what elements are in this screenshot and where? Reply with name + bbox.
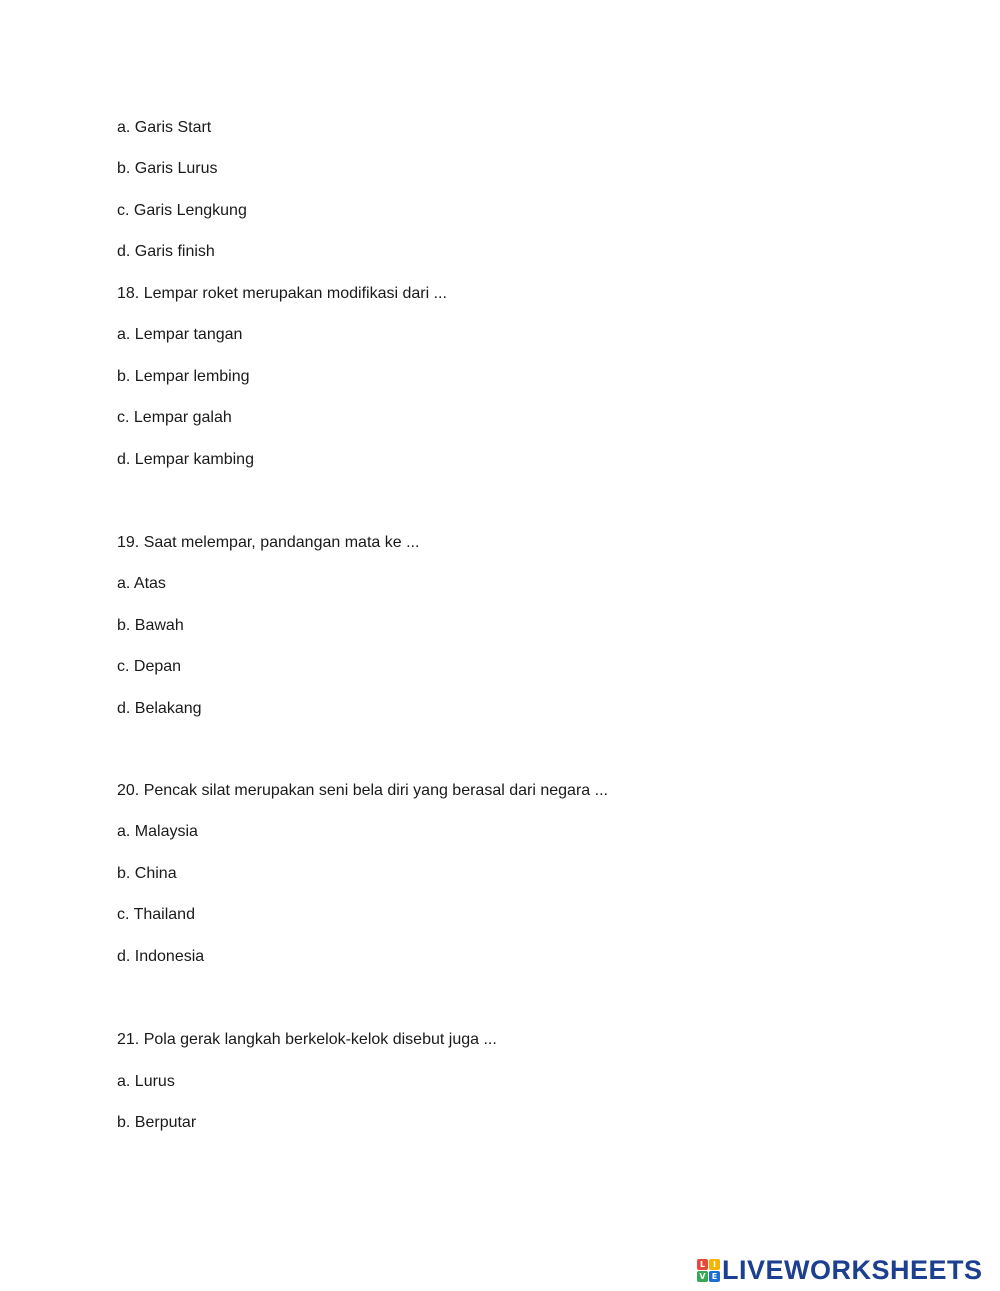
logo-mark-letter: I	[709, 1259, 720, 1270]
option-17b: b. Garis Lurus	[117, 160, 218, 177]
option-20b: b. China	[117, 865, 177, 882]
option-21a: a. Lurus	[117, 1073, 175, 1090]
logo-mark-letter: V	[697, 1271, 708, 1282]
question-20: 20. Pencak silat merupakan seni bela diri yang berasal dari negara ...	[117, 782, 608, 799]
option-19c: c. Depan	[117, 658, 182, 675]
logo-mark-letter: L	[697, 1259, 708, 1270]
option-19d: d. Belakang	[117, 700, 202, 717]
option-18c: c. Lempar galah	[117, 409, 232, 426]
question-21: 21. Pola gerak langkah berkelok-kelok disebut juga ...	[117, 1031, 497, 1048]
option-20d: d. Indonesia	[117, 948, 205, 965]
option-18a: a. Lempar tangan	[117, 326, 243, 343]
option-19a: a. Atas	[117, 575, 166, 592]
logo-mark-letter: E	[709, 1271, 720, 1282]
liveworksheets-logo[interactable]	[697, 1256, 983, 1284]
liveworksheets-logo-mark-icon	[697, 1259, 720, 1282]
option-20a: a. Malaysia	[117, 823, 198, 840]
option-17d: d. Garis finish	[117, 243, 215, 260]
question-18: 18. Lempar roket merupakan modifikasi dari ...	[117, 285, 447, 302]
question-19: 19. Saat melempar, pandangan mata ke ...	[117, 534, 420, 551]
option-17a: a. Garis Start	[117, 119, 212, 136]
option-20c: c. Thailand	[117, 906, 195, 923]
option-21b: b. Berputar	[117, 1114, 197, 1131]
option-19b: b. Bawah	[117, 617, 184, 634]
option-18b: b. Lempar lembing	[117, 368, 250, 385]
option-18d: d. Lempar kambing	[117, 451, 254, 468]
option-17c: c. Garis Lengkung	[117, 202, 247, 219]
logo-text: LIVEWORKSHEETS	[722, 1254, 983, 1285]
